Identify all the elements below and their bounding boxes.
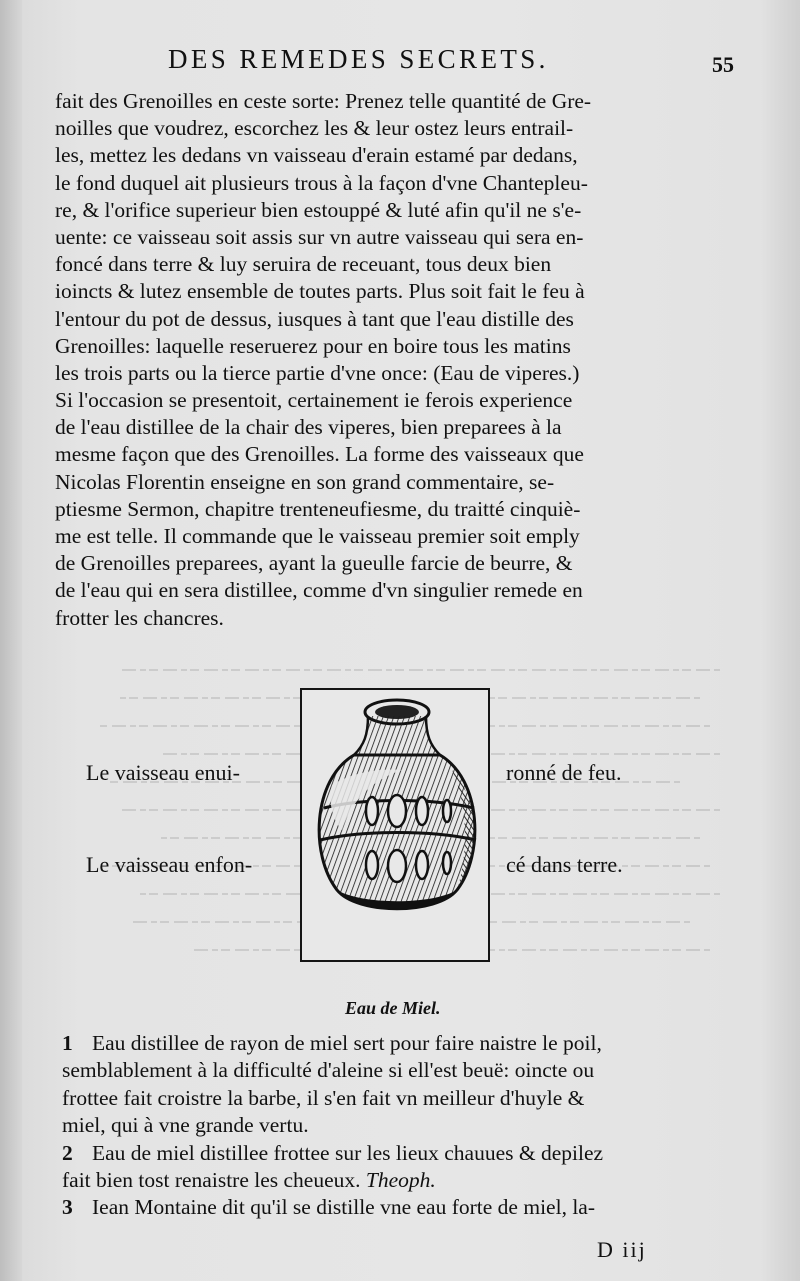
list-item: [62, 1112, 742, 1139]
list-text: Iean Montaine dit qu'il se distille vne eau forte de miel, la-: [92, 1195, 595, 1220]
list-number: 1: [62, 1031, 73, 1055]
list-item: [62, 1057, 742, 1084]
text-line: foncé dans terre & luy seruira de receuant, tous deux bien: [55, 252, 552, 277]
signature-mark: D iij: [597, 1237, 647, 1262]
page-gutter-shadow: [0, 0, 22, 1281]
list-item: [62, 1030, 742, 1057]
list-text: Eau distillee de rayon de miel sert pour faire naistre le poil,: [92, 1031, 602, 1055]
text-line: Nicolas Florentin enseigne en son grand commentaire, se-: [55, 469, 555, 494]
list-item: [62, 1194, 742, 1221]
list-text: miel, qui à vne grande vertu.: [62, 1113, 309, 1138]
list-item: [62, 1085, 742, 1112]
text-line: frotter les chancres.: [55, 605, 224, 630]
text-line: mesme façon que des Grenoilles. La forme des vaisseaux que: [55, 442, 584, 467]
text-line: de l'eau distillee de la chair des viperes, bien preparees à la: [55, 415, 562, 440]
numbered-list: [62, 1030, 742, 1222]
list-item: [62, 1167, 742, 1194]
text-line: Grenoilles: laquelle reseruerez pour en boire tous les matins: [55, 333, 571, 358]
text-line: de l'eau qui en sera distillee, comme d'vn singulier remede en: [55, 578, 583, 603]
text-line: Si l'occasion se presentoit, certainement ie ferois experience: [55, 388, 573, 413]
list-text: fait bien tost renaistre les cheueux.: [62, 1167, 361, 1192]
text-line: l'entour du pot de dessus, iusques à tant que l'eau distille des: [55, 306, 574, 331]
text-line: fait des Grenoilles en ceste sorte: Prenez telle quantité de Gre-: [55, 89, 592, 113]
text-line: de Grenoilles preparees, ayant la gueulle farcie de beurre, &: [55, 551, 573, 576]
figure-label-bottom-left: Le vaisseau enfon-: [86, 852, 253, 877]
page-number: 55: [712, 52, 734, 77]
section-caption: Eau de Miel.: [345, 998, 441, 1018]
citation: Theoph.: [365, 1167, 436, 1192]
list-item: [62, 1140, 742, 1167]
list-text: frottee fait croistre la barbe, il s'en fait vn meilleur d'huyle &: [62, 1085, 585, 1110]
list-text: Eau de miel distillee frottee sur les lieux chauues & depilez: [92, 1140, 604, 1165]
list-number: 3: [62, 1195, 73, 1220]
text-line: les, mettez les dedans vn vaisseau d'erain estamé par dedans,: [55, 143, 578, 168]
figure-label-top-right: ronné de feu.: [506, 760, 622, 785]
text-line: ioincts & lutez ensemble de toutes parts. Plus soit fait le feu à: [55, 279, 585, 304]
figure-label-top-left: Le vaisseau enui-: [86, 760, 240, 785]
woodcut-figure: [300, 688, 490, 962]
woodcut-vessel-icon: [302, 690, 488, 960]
text-line: re, & l'orifice superieur bien estouppé & luté afin qu'il ne s'e-: [55, 197, 582, 222]
text-line: les trois parts ou la tierce partie d'vne once: (Eau de viperes.): [55, 360, 580, 385]
text-line: ptiesme Sermon, chapitre trenteneufiesme, du traitté cinquiè-: [55, 496, 581, 521]
text-line: me est telle. Il commande que le vaisseau premier soit emply: [55, 524, 580, 548]
text-line: uente: ce vaisseau soit assis sur vn autre vaisseau qui sera en-: [55, 224, 584, 249]
list-number: 2: [62, 1140, 73, 1165]
text-line: noilles que voudrez, escorchez les & leur ostez leurs entrail-: [55, 116, 574, 141]
text-line: le fond duquel ait plusieurs trous à la façon d'vne Chantepleu-: [55, 170, 588, 195]
list-text: semblablement à la difficulté d'aleine si ell'est beuë: oincte ou: [62, 1058, 595, 1083]
running-title: DES REMEDES SECRETS.: [168, 44, 549, 74]
figure-label-bottom-right: cé dans terre.: [506, 852, 623, 877]
body-paragraph: [55, 88, 735, 632]
